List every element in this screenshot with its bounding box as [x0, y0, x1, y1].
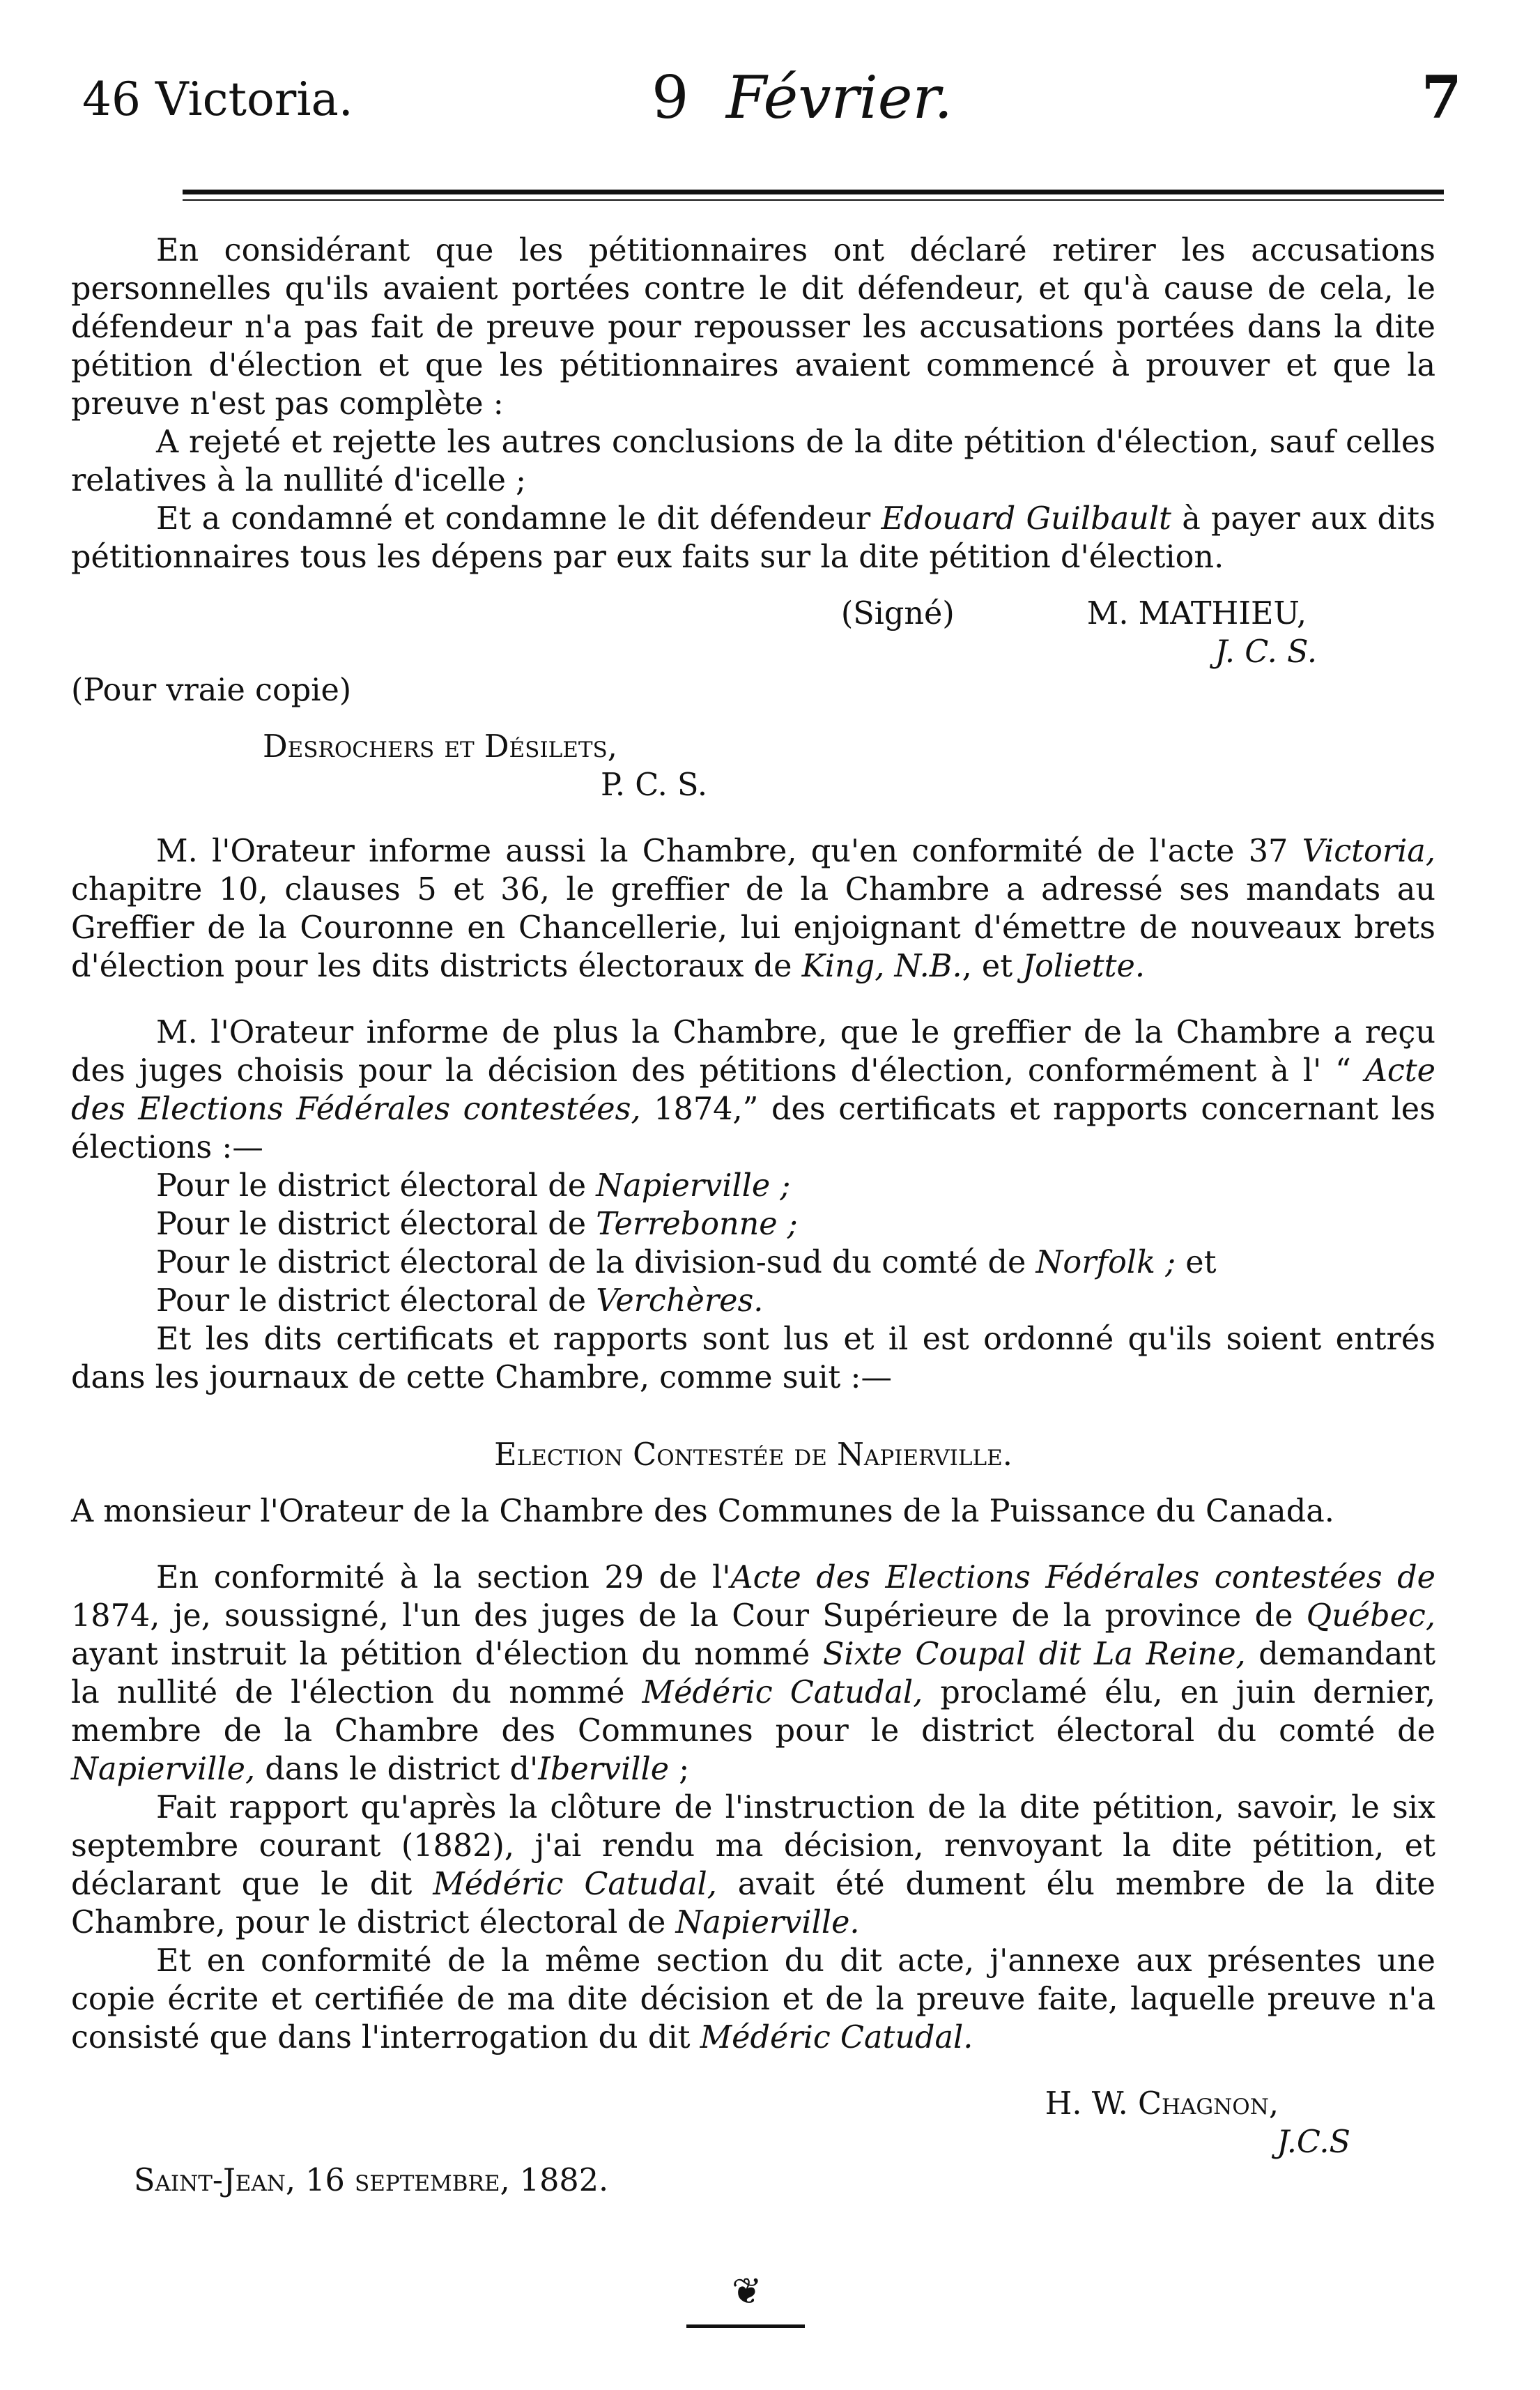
header-rule-thin: [183, 199, 1444, 201]
signature-line: [71, 595, 1435, 633]
clerks-names: Desrochers et Désilets,: [263, 729, 617, 765]
section-heading: Election Contestée de Napierville.: [494, 1437, 1012, 1473]
end-rule: [686, 2324, 805, 2328]
page-number: 7: [1421, 63, 1462, 132]
italic-district: Napierville.: [675, 1905, 860, 1940]
text-run: à payer aux dits pétitionnaires tous les dépens par eux faits sur la dite pétition d'élection.: [71, 501, 1435, 575]
text-run: ayant instruit la pétition d'élection du nommé: [71, 1637, 823, 1672]
text-run: Et a condamné et condamne le dit défendeur: [156, 501, 881, 537]
list-item-norfolk: [71, 1243, 1435, 1282]
italic-acte: Acte des Elections Fédérales contestées,: [71, 1053, 1435, 1127]
paragraph-rejete: A rejeté et rejette les autres conclusions de la dite pétition d'élection, sauf celles relatives à la nullité d'icelle ;: [71, 424, 1435, 498]
italic-district: Verchères.: [596, 1283, 764, 1319]
signe-label: (Signé): [840, 596, 955, 631]
signatory-chagnon: H. W. Chagnon,: [1045, 2086, 1279, 2122]
text-run: , et: [962, 949, 1023, 984]
italic-district: Terrebonne ;: [596, 1207, 798, 1242]
italic-member: Médéric Catudal.: [700, 2020, 973, 2055]
paragraph-entres: Et les dits certificats et rapports sont lus et il est ordonné qu'ils soient entrés dans les journaux de cette Chambre, comme suit :—: [71, 1322, 1435, 1395]
paragraph-conformite: [71, 1558, 1435, 1788]
paragraph-orateur-mandats: [71, 832, 1435, 986]
italic-petitioner: Sixte Coupal dit La Reine,: [822, 1637, 1246, 1672]
italic-victoria: Victoria,: [1302, 834, 1435, 869]
text-run: M. l'Orateur informe aussi la Chambre, qu'en conformité de l'acte 37: [156, 834, 1302, 869]
running-head-left: 46 Victoria.: [82, 72, 353, 126]
text-run: Fait rapport qu'après la clôture de l'instruction de la dite pétition, savoir, le six septembre courant (1882), j'ai rendu ma décision, renvoyant la dite pétition, et déclarant que le dit: [71, 1790, 1435, 1902]
date-day: 9: [652, 63, 689, 132]
jcs-text: J. C. S.: [1215, 634, 1317, 670]
list-item-terrebonne: [71, 1205, 1435, 1243]
defendant-name: Edouard Guilbault: [881, 501, 1171, 537]
italic-acte: Acte des Elections Fédérales contestées de: [730, 1560, 1435, 1595]
text-run: Pour le district électoral de: [156, 1207, 596, 1242]
ornament-icon: ❦: [732, 2271, 762, 2313]
signatory-chagnon-title: J.C.S: [1277, 2124, 1350, 2160]
text-run: demandant la nullité de l'élection du nommé: [71, 1637, 1435, 1710]
paragraph-considerant: En considérant que les pétitionnaires ont déclaré retirer les accusations personnelles qu'ils avaient portées contre le dit défendeur, et qu'à cause de cela, le défendeur n'a pas fait de preuve pour repousser les accusations portées dans la dite pétition d'élection et que les pétitionnaires avaient commencé à prouver et que la preuve n'est pas complète :: [71, 233, 1435, 422]
paragraph-orateur-certificats: [71, 1013, 1435, 1167]
signatory-title: [71, 633, 1435, 671]
running-head-date: [652, 63, 953, 132]
text-run: 1874,” des certificats et rapports concernant les élections :—: [71, 1091, 1435, 1165]
italic-member: Médéric Catudal,: [433, 1867, 717, 1902]
italic-member: Médéric Catudal,: [642, 1675, 923, 1710]
list-item-napierville: [71, 1167, 1435, 1205]
text-run: Et en conformité de la même section du dit acte, j'annexe aux présentes une copie écrite et certifiée de ma dite décision et de la preuve faite, laquelle preuve n'a consisté que dans l'interrogation du dit: [71, 1943, 1435, 2055]
address-line: A monsieur l'Orateur de la Chambre des Communes de la Puissance du Canada.: [71, 1494, 1334, 1529]
text-run: Pour le district électoral de la division-sud du comté de: [156, 1245, 1036, 1280]
text-run: 1874, je, soussigné, l'un des juges de la Cour Supérieure de la province de: [71, 1598, 1307, 1634]
text-run: Pour le district électoral de: [156, 1283, 596, 1319]
page-body: [71, 231, 1435, 2200]
text-run: dans le district d': [255, 1752, 539, 1787]
text-run: proclamé élu, en juin dernier, membre de la Chambre des Communes pour le district électoral du comté de: [71, 1675, 1435, 1749]
text-run: Pour le district électoral de: [156, 1168, 596, 1204]
pour-vraie-copie: (Pour vraie copie): [71, 673, 352, 708]
signatory-mathieu: M. MATHIEU,: [1086, 596, 1307, 631]
place-date-line: Saint-Jean, 16 septembre, 1882.: [134, 2163, 609, 2198]
text-run: ;: [669, 1752, 690, 1787]
text-run: avait été dument élu membre de la dite Chambre, pour le district électoral de: [71, 1867, 1435, 1940]
italic-district: Napierville,: [71, 1752, 256, 1787]
text-run: En conformité à la section 29 de l': [156, 1560, 731, 1595]
date-month: Février.: [725, 63, 953, 132]
paragraph-rapport: [71, 1788, 1435, 1942]
italic-district: Norfolk ;: [1035, 1245, 1176, 1280]
paragraph-condamne: [71, 500, 1435, 576]
clerks-title: P. C. S.: [601, 767, 708, 803]
text-run: M. l'Orateur informe de plus la Chambre, que le greffier de la Chambre a reçu des juges choisis pour la décision des pétitions d'élection, conformément à l' “: [71, 1015, 1435, 1089]
italic-district: Napierville ;: [596, 1168, 791, 1204]
list-item-vercheres: [71, 1282, 1435, 1320]
italic-district: Iberville: [538, 1752, 670, 1787]
paragraph-annexe: [71, 1942, 1435, 2057]
italic-king: King, N.B.: [801, 949, 962, 984]
header-rule-thick: [183, 190, 1444, 194]
italic-quebec: Québec,: [1306, 1598, 1435, 1634]
text-run: et: [1176, 1245, 1217, 1280]
text-run: chapitre 10, clauses 5 et 36, le greffier de la Chambre a adressé ses mandats au Greffier de la Couronne en Chancellerie, lui enjoignant d'émettre de nouveaux brets d'élection pour les dits districts électoraux de: [71, 872, 1435, 984]
italic-joliette: Joliette.: [1022, 949, 1145, 984]
